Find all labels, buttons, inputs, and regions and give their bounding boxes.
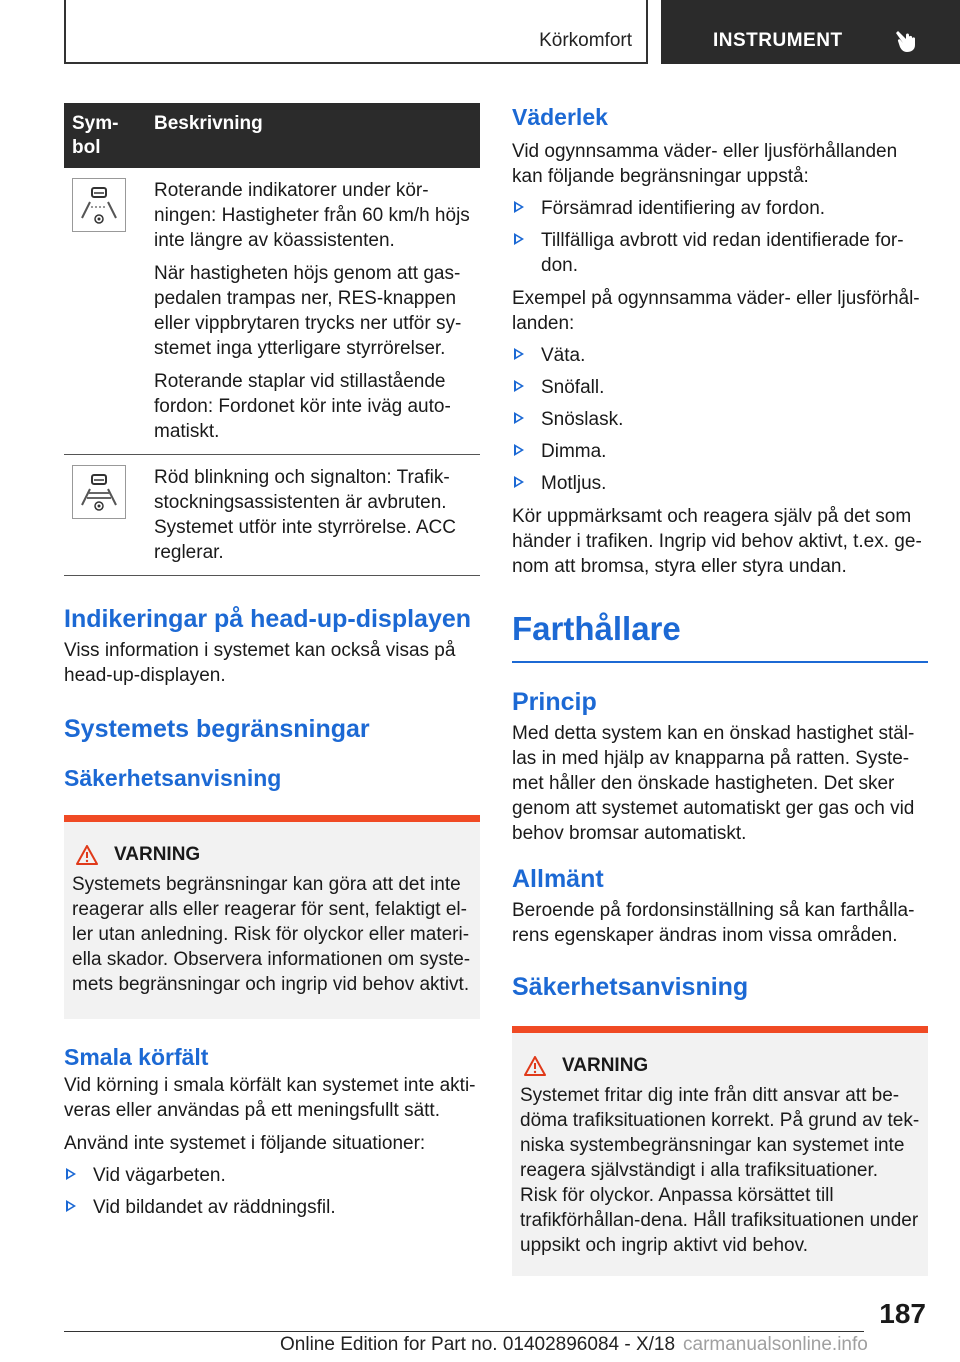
table-paragraph: Roterande staplar vid stillastående fordon: Fordonet kör inte iväg auto-matiskt.: [154, 371, 451, 442]
warning-box: [512, 1026, 928, 1276]
table-header-row: [64, 103, 480, 168]
triangle-bullet-icon: [514, 380, 524, 392]
weather-list: [512, 196, 928, 278]
list-item: Snöfall.: [512, 375, 928, 400]
hud-heading: Indikeringar på head-up-displayen: [64, 605, 472, 633]
header-section-box: [64, 0, 648, 64]
warning-text: Systemet fritar dig inte från ditt ansvar att be-döma trafiksituationen korrekt. På grund av tek-niska systembegränsningar kan systemet inte reagera självständigt i alla trafiksituationer. Risk för olyckor. Anpassa körsättet till trafikförhållan-dena. Håll trafiksituationen under uppsikt och ingrip aktivt vid behov.: [520, 1085, 920, 1256]
list-item: Dimma.: [512, 439, 928, 464]
limits-heading: Systemets begränsningar: [64, 715, 370, 743]
triangle-bullet-icon: [66, 1168, 76, 1180]
triangle-bullet-icon: [514, 348, 524, 360]
header-chapter-label: INSTRUMENT: [713, 30, 843, 51]
lane-assist-rotating-indicator-icon: [72, 178, 126, 232]
safety-heading: Säkerhetsanvisning: [64, 765, 282, 791]
warning-label: VARNING: [114, 844, 201, 865]
table-paragraph: Röd blinkning och signalton: Trafik-stockningsassistenten är avbruten. Systemet utför inte styrrörelse. ACC reglerar.: [154, 467, 456, 563]
list-item: Vid bildandet av räddningsfil.: [64, 1195, 480, 1220]
header-chapter-box: [661, 0, 960, 64]
left-column: [64, 103, 480, 1220]
warning-title: [520, 1055, 920, 1077]
general-heading: Allmänt: [512, 865, 604, 893]
narrow-lanes-heading: Smala körfält: [64, 1044, 209, 1070]
warning-triangle-icon: [524, 1056, 546, 1076]
cruise-control-heading: Farthållare: [512, 609, 928, 663]
weather-text: Vid ogynnsamma väder- eller ljusförhållanden kan följande begränsningar uppstå:: [512, 141, 898, 187]
list-item: Motljus.: [512, 471, 928, 496]
table-paragraph: När hastigheten höjs genom att gas-pedalen trampas ner, RES-knappen eller vippbrytaren trycks ner utför sy-stemet inga ytterligare styrrörelser.: [154, 263, 462, 359]
table-header-description: Beskrivning: [146, 103, 480, 168]
warning-title: [72, 844, 472, 866]
header-section-label: Körkomfort: [539, 30, 632, 51]
list-item: Snöslask.: [512, 407, 928, 432]
warning-triangle-icon: [76, 845, 98, 865]
table-header-symbol: Sym- bol: [64, 103, 146, 168]
triangle-bullet-icon: [66, 1200, 76, 1212]
narrow-lanes-text: Vid körning i smala körfält kan systemet inte akti-veras eller användas på ett meningsfullt sätt.: [64, 1075, 476, 1121]
example-text: Exempel på ogynnsamma väder- eller ljusförhål-landen:: [512, 288, 920, 334]
attention-text: Kör uppmärksamt och reagera själv på det som händer i trafiken. Ingrip vid behov aktivt, t.ex. ge-nom att bromsa, styra eller styra undan.: [512, 506, 922, 577]
triangle-bullet-icon: [514, 444, 524, 456]
footer-watermark: carmanualsonline.info: [683, 1334, 868, 1355]
table-cell-symbol: [64, 168, 146, 455]
triangle-bullet-icon: [514, 412, 524, 424]
list-item: Vid vägarbeten.: [64, 1163, 480, 1188]
symbol-table: [64, 103, 480, 576]
footer-divider: [64, 1331, 864, 1332]
pointing-hand-icon: [895, 27, 919, 53]
traffic-jam-assist-red-icon: [72, 465, 126, 519]
narrow-lanes-list: [64, 1163, 480, 1220]
list-item: Väta.: [512, 343, 928, 368]
table-cell-symbol: [64, 455, 146, 576]
weather-heading: Väderlek: [512, 104, 608, 130]
general-text: Beroende på fordonsinställning så kan farthålla-rens egenskaper ändras inom vissa områden.: [512, 900, 915, 946]
principle-text: Med detta system kan en önskad hastighet stäl-las in med hjälp av knapparna på ratten. Syste-met håller den önskade hastigheten. Det sker genom att systemet automatiskt ger gas och vid behov bromsar automatiskt.: [512, 723, 915, 844]
list-item: Försämrad identifiering av fordon.: [512, 196, 928, 221]
table-cell-description: [146, 455, 480, 576]
list-item: Tillfälliga avbrott vid redan identifierade for-don.: [512, 228, 928, 278]
hud-text: Viss information i systemet kan också visas på head-up-displayen.: [64, 640, 456, 686]
warning-label: VARNING: [562, 1055, 649, 1076]
narrow-lanes-text2: Använd inte systemet i följande situationer:: [64, 1133, 426, 1154]
triangle-bullet-icon: [514, 201, 524, 213]
triangle-bullet-icon: [514, 476, 524, 488]
safety-heading-right: Säkerhetsanvisning: [512, 973, 749, 1001]
warning-box: [64, 815, 480, 1019]
principle-heading: Princip: [512, 688, 597, 716]
page-number: 187: [879, 1298, 926, 1329]
right-column: [512, 103, 928, 1276]
table-row: [64, 455, 480, 576]
warning-text: Systemets begränsningar kan göra att det inte reagerar alls eller reagerar för sent, felaktigt el-ler utan anledning. Risk för olyckor eller materi-ella skador. Observera informationen om syste-mets begränsningar och ingrip vid behov aktivt.: [72, 874, 471, 995]
triangle-bullet-icon: [514, 233, 524, 245]
table-paragraph: Roterande indikatorer under kör-ningen: Hastigheter från 60 km/h höjs inte längre av köassistenten.: [154, 180, 470, 251]
footer-edition: Online Edition for Part no. 01402896084 - X/18: [280, 1334, 676, 1355]
table-cell-description: [146, 168, 480, 455]
example-list: [512, 343, 928, 496]
table-row: [64, 168, 480, 455]
